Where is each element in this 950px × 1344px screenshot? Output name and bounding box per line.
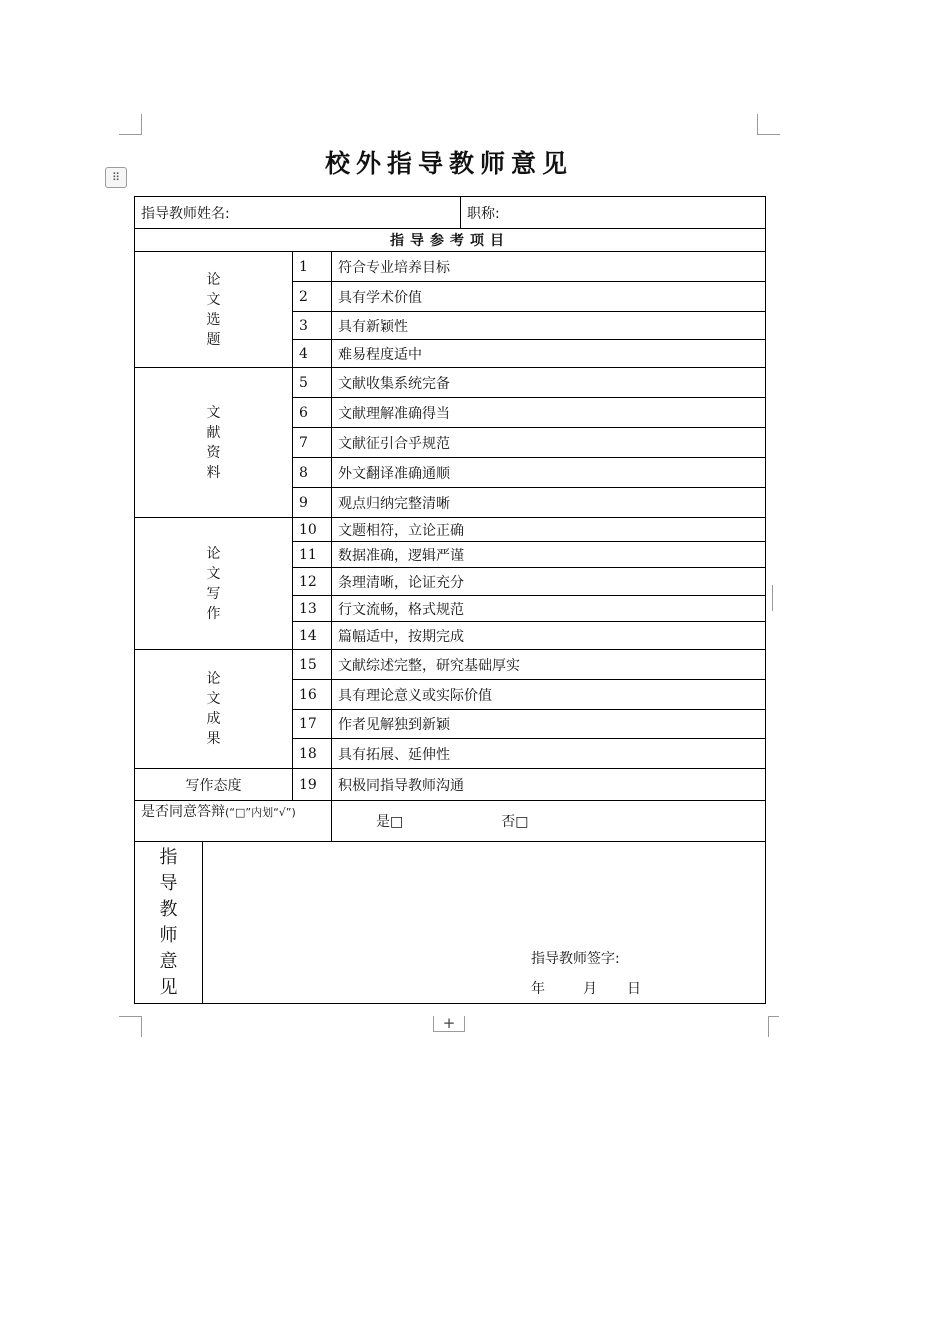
criteria-number: 2 — [293, 282, 332, 312]
agree-label: 是否同意答辩 — [141, 804, 225, 820]
agree-options-cell — [332, 801, 766, 842]
criteria-number: 7 — [293, 428, 332, 458]
criteria-number: 1 — [293, 252, 332, 282]
attitude-label: 写作态度 — [135, 769, 293, 801]
opinion-label-cell — [135, 842, 203, 1004]
page-corner-mark — [768, 1016, 779, 1037]
criteria-number: 3 — [293, 312, 332, 340]
criteria-text: 文献征引合乎规范 — [332, 428, 766, 458]
page-corner-mark — [757, 114, 780, 135]
document-title: 校外指导教师意见 — [324, 149, 573, 178]
group-label: 论文写作 — [206, 545, 221, 622]
date-year: 年 — [531, 981, 545, 997]
criteria-text: 外文翻译准确通顺 — [332, 458, 766, 488]
criteria-text: 具有新颖性 — [332, 312, 766, 340]
group-label: 论文选题 — [206, 271, 221, 348]
criteria-row — [135, 518, 766, 542]
header-row — [135, 197, 766, 229]
criteria-row — [135, 368, 766, 398]
teacher-rank-label: 职称: — [467, 205, 500, 222]
attitude-row — [135, 769, 766, 801]
criteria-number: 5 — [293, 368, 332, 398]
date-day: 日 — [627, 981, 641, 997]
criteria-text: 文献收集系统完备 — [332, 368, 766, 398]
opinion-row — [135, 842, 766, 1004]
criteria-text: 文题相符，立论正确 — [332, 518, 766, 542]
criteria-text: 符合专业培养目标 — [332, 252, 766, 282]
criteria-number: 10 — [293, 518, 332, 542]
criteria-text: 文献理解准确得当 — [332, 398, 766, 428]
criteria-text: 积极同指导教师沟通 — [332, 769, 766, 801]
criteria-text: 具有理论意义或实际价值 — [332, 680, 766, 710]
date-line — [531, 978, 641, 998]
teacher-rank-cell[interactable] — [461, 197, 766, 229]
group-label-cell — [135, 650, 293, 769]
criteria-number: 12 — [293, 568, 332, 596]
criteria-number: 11 — [293, 542, 332, 568]
criteria-text: 具有学术价值 — [332, 282, 766, 312]
criteria-text: 条理清晰，论证充分 — [332, 568, 766, 596]
agree-row — [135, 801, 766, 842]
section-title-row — [135, 229, 766, 252]
page-corner-mark — [119, 1016, 142, 1037]
opinion-text-area[interactable] — [203, 842, 766, 1004]
agree-label-cell — [135, 801, 332, 842]
criteria-number: 17 — [293, 710, 332, 739]
table-move-handle-icon[interactable]: ⠿ — [105, 167, 127, 188]
date-month: 月 — [583, 981, 597, 997]
agree-no-checkbox[interactable]: 否□ — [501, 814, 529, 830]
group-label: 文献资料 — [206, 404, 221, 481]
criteria-text: 作者见解独到新颖 — [332, 710, 766, 739]
criteria-number: 15 — [293, 650, 332, 680]
criteria-number: 19 — [293, 769, 332, 801]
criteria-number: 14 — [293, 622, 332, 650]
agree-note: (“□”内划“√”) — [225, 806, 296, 819]
criteria-row — [135, 650, 766, 680]
criteria-text: 具有拓展、延伸性 — [332, 739, 766, 769]
criteria-number: 8 — [293, 458, 332, 488]
criteria-text: 文献综述完整，研究基础厚实 — [332, 650, 766, 680]
criteria-text: 难易程度适中 — [332, 340, 766, 368]
criteria-number: 18 — [293, 739, 332, 769]
criteria-number: 13 — [293, 596, 332, 622]
teacher-name-label: 指导教师姓名: — [141, 205, 230, 222]
add-row-button[interactable]: + — [433, 1016, 465, 1032]
group-label-cell — [135, 252, 293, 368]
criteria-row — [135, 252, 766, 282]
criteria-number: 4 — [293, 340, 332, 368]
criteria-number: 9 — [293, 488, 332, 518]
agree-yes-checkbox[interactable]: 是□ — [376, 814, 404, 830]
table-resize-handle[interactable] — [772, 585, 773, 611]
signature-label: 指导教师签字: — [531, 951, 620, 967]
group-label-cell — [135, 368, 293, 518]
group-label-cell — [135, 518, 293, 650]
evaluation-table — [134, 196, 766, 1004]
opinion-label: 指导教师意见 — [159, 846, 178, 998]
criteria-text: 篇幅适中，按期完成 — [332, 622, 766, 650]
section-title: 指导参考项目 — [135, 229, 766, 252]
teacher-name-cell[interactable] — [135, 197, 461, 229]
criteria-text: 行文流畅，格式规范 — [332, 596, 766, 622]
criteria-text: 数据准确，逻辑严谨 — [332, 542, 766, 568]
group-label: 论文成果 — [206, 671, 221, 747]
criteria-text: 观点归纳完整清晰 — [332, 488, 766, 518]
criteria-number: 6 — [293, 398, 332, 428]
criteria-number: 16 — [293, 680, 332, 710]
page-corner-mark — [119, 114, 142, 135]
